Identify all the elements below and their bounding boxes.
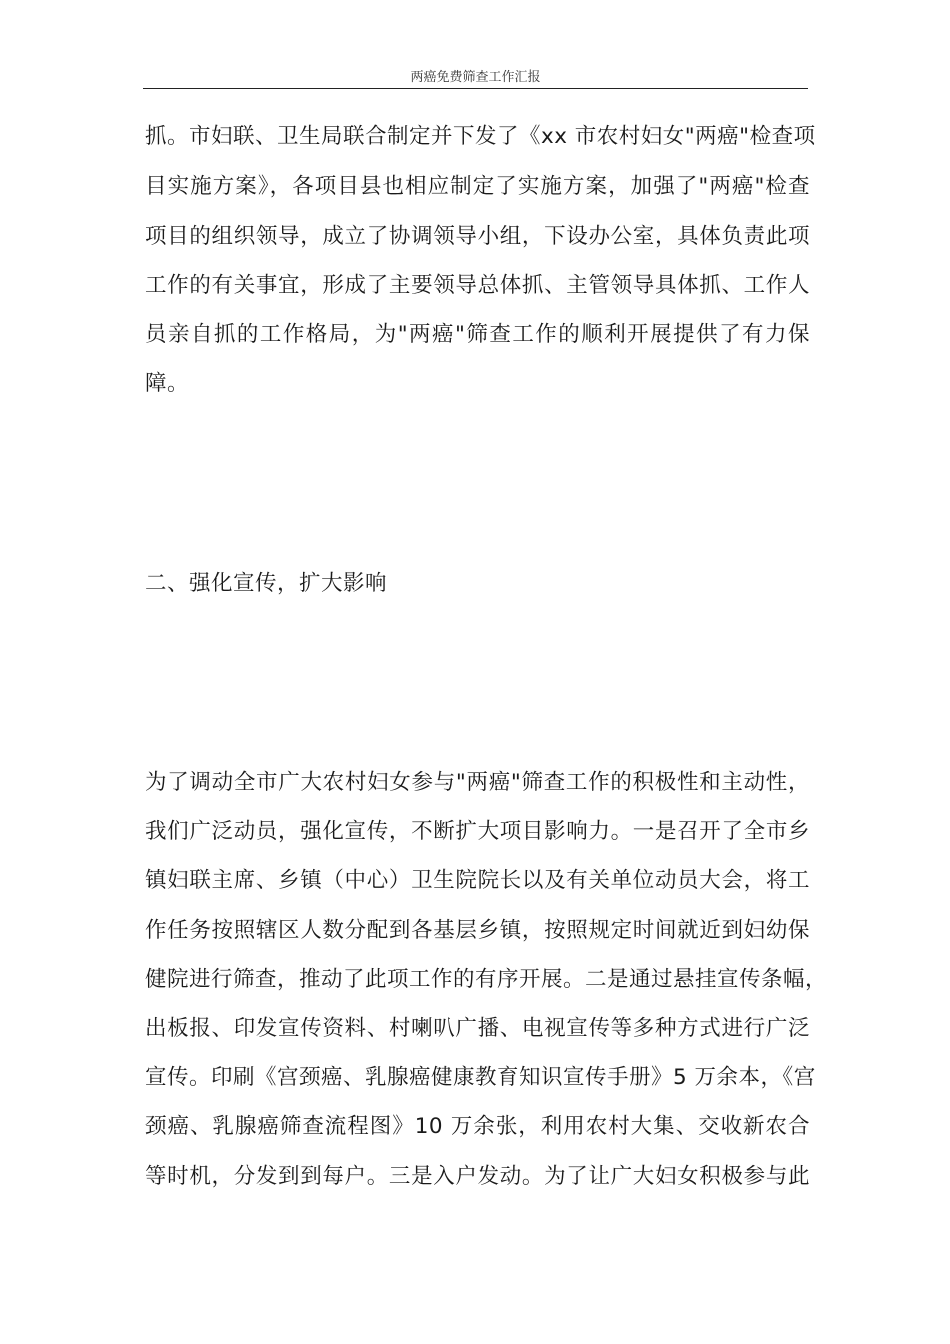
text-line: 出板报、印发宣传资料、村喇叭广播、电视宣传等多种方式进行广泛	[145, 1016, 810, 1041]
text-line: 为了调动全市广大农村妇女参与"两癌"筛查工作的积极性和主动性，	[145, 770, 810, 795]
text-line: 健院进行筛查，推动了此项工作的有序开展。二是通过悬挂宣传条幅，	[145, 967, 828, 992]
text-line: 目实施方案》，各项目县也相应制定了实施方案，加强了"两癌"检查	[145, 174, 810, 199]
text-line: 员亲自抓的工作格局，为"两癌"筛查工作的顺利开展提供了有力保	[145, 322, 810, 347]
text-line: 障。	[145, 371, 190, 396]
header-title: 两癌免费筛查工作汇报	[410, 70, 541, 85]
text-line: 抓。市妇联、卫生局联合制定并下发了《xx 市农村妇女"两癌"检查项	[145, 124, 816, 149]
text-line: 等时机，分发到到每户。三是入户发动。为了让广大妇女积极参与此	[145, 1164, 810, 1189]
section-heading: 二、强化宣传，扩大影响	[145, 571, 388, 596]
text-line: 我们广泛动员，强化宣传，不断扩大项目影响力。一是召开了全市乡	[145, 819, 810, 844]
text-line: 宣传。印刷《宫颈癌、乳腺癌健康教育知识宣传手册》5 万余本，《宫	[145, 1065, 816, 1090]
text-line: 作任务按照辖区人数分配到各基层乡镇，按照规定时间就近到妇幼保	[145, 918, 810, 943]
text-line: 项目的组织领导，成立了协调领导小组，下设办公室，具体负责此项	[145, 224, 810, 249]
header-divider	[143, 88, 808, 89]
text-line: 镇妇联主席、乡镇（中心）卫生院院长以及有关单位动员大会，将工	[145, 868, 810, 893]
text-line: 颈癌、乳腺癌筛查流程图》10 万余张，利用农村大集、交收新农合	[145, 1114, 810, 1139]
text-line: 工作的有关事宜，形成了主要领导总体抓、主管领导具体抓、工作人	[145, 273, 810, 298]
